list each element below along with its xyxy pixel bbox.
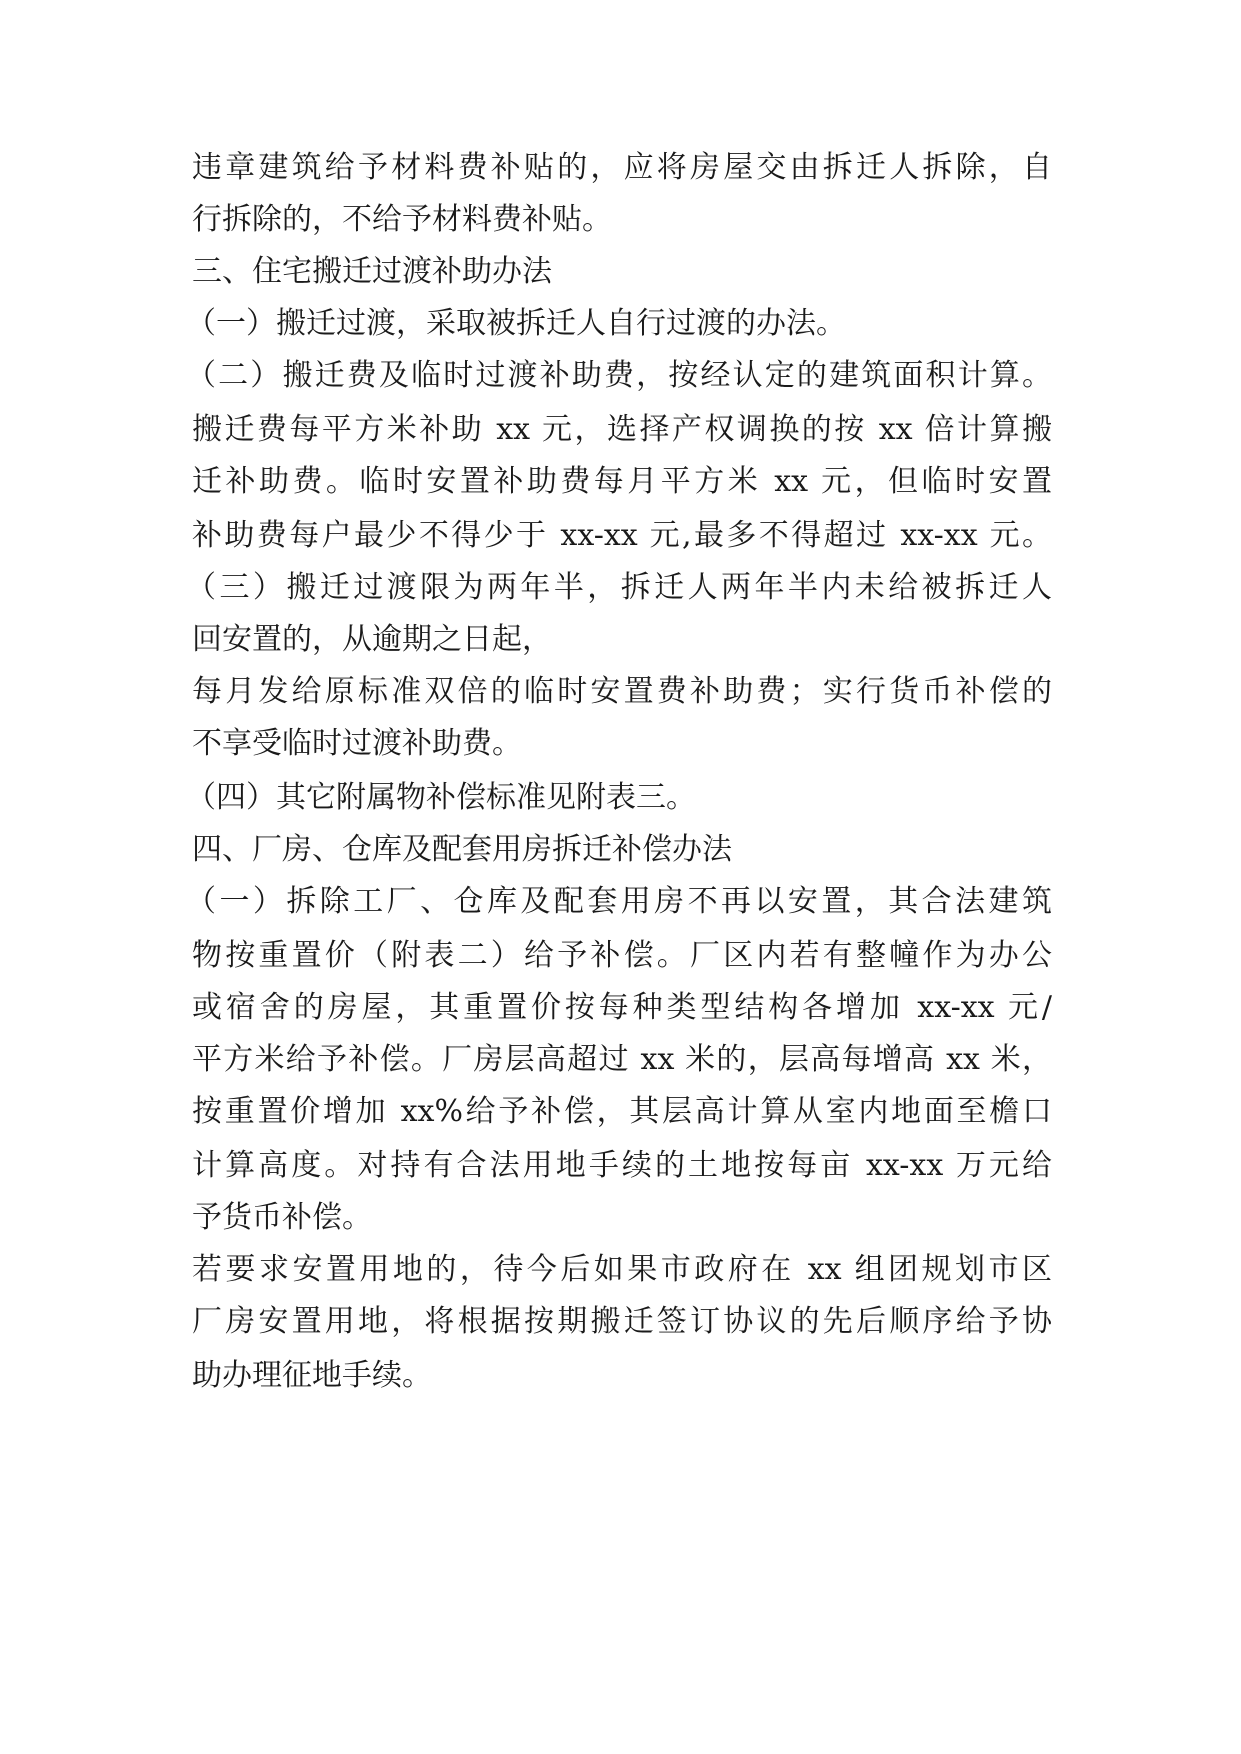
text-line: 回安置的，从逾期之日起， xyxy=(192,622,552,657)
text-line: 按重置价增加 xx%给予补偿，其层高计算从室内地面至檐口 xyxy=(192,1094,1052,1129)
text-line: 或宿舍的房屋，其重置价按每种类型结构各增加 xx-xx 元/ xyxy=(192,990,1052,1025)
section-heading: 三、住宅搬迁过渡补助办法 xyxy=(192,254,552,289)
text-line: 予货币补偿。 xyxy=(192,1200,372,1235)
text-line: 每月发给原标准双倍的临时安置费补助费；实行货币补偿的 xyxy=(192,674,1052,709)
text-line: （一）拆除工厂、仓库及配套用房不再以安置，其合法建筑 xyxy=(186,884,1052,919)
text-line: 补助费每户最少不得少于 xx-xx 元,最多不得超过 xx-xx 元。 xyxy=(192,518,1052,553)
text-line: 平方米给予补偿。厂房层高超过 xx 米的，层高每增高 xx 米， xyxy=(192,1042,1052,1077)
text-line: （三）搬迁过渡限为两年半，拆迁人两年半内未给被拆迁人 xyxy=(186,570,1052,605)
text-line: 不享受临时过渡补助费。 xyxy=(192,726,522,761)
section-heading: 四、厂房、仓库及配套用房拆迁补偿办法 xyxy=(192,832,732,867)
text-line: 物按重置价（附表二）给予补偿。厂区内若有整幢作为办公 xyxy=(192,938,1052,973)
text-line: 迁补助费。临时安置补助费每月平方米 xx 元，但临时安置 xyxy=(192,464,1052,499)
text-line: （四）其它附属物补偿标准见附表三。 xyxy=(186,780,696,815)
text-line: 计算高度。对持有合法用地手续的土地按每亩 xx-xx 万元给 xyxy=(192,1148,1052,1183)
text-line: 搬迁费每平方米补助 xx 元，选择产权调换的按 xx 倍计算搬 xyxy=(192,412,1052,447)
text-line: 违章建筑给予材料费补贴的，应将房屋交由拆迁人拆除，自 xyxy=(192,150,1052,185)
text-line: 行拆除的，不给予材料费补贴。 xyxy=(192,202,612,237)
text-line: （一）搬迁过渡，采取被拆迁人自行过渡的办法。 xyxy=(186,306,846,341)
text-line: 厂房安置用地，将根据按期搬迁签订协议的先后顺序给予协 xyxy=(192,1304,1052,1339)
text-line: （二）搬迁费及临时过渡补助费，按经认定的建筑面积计算。 xyxy=(186,358,1052,393)
text-line: 若要求安置用地的，待今后如果市政府在 xx 组团规划市区 xyxy=(192,1252,1052,1287)
text-line: 助办理征地手续。 xyxy=(192,1358,432,1393)
